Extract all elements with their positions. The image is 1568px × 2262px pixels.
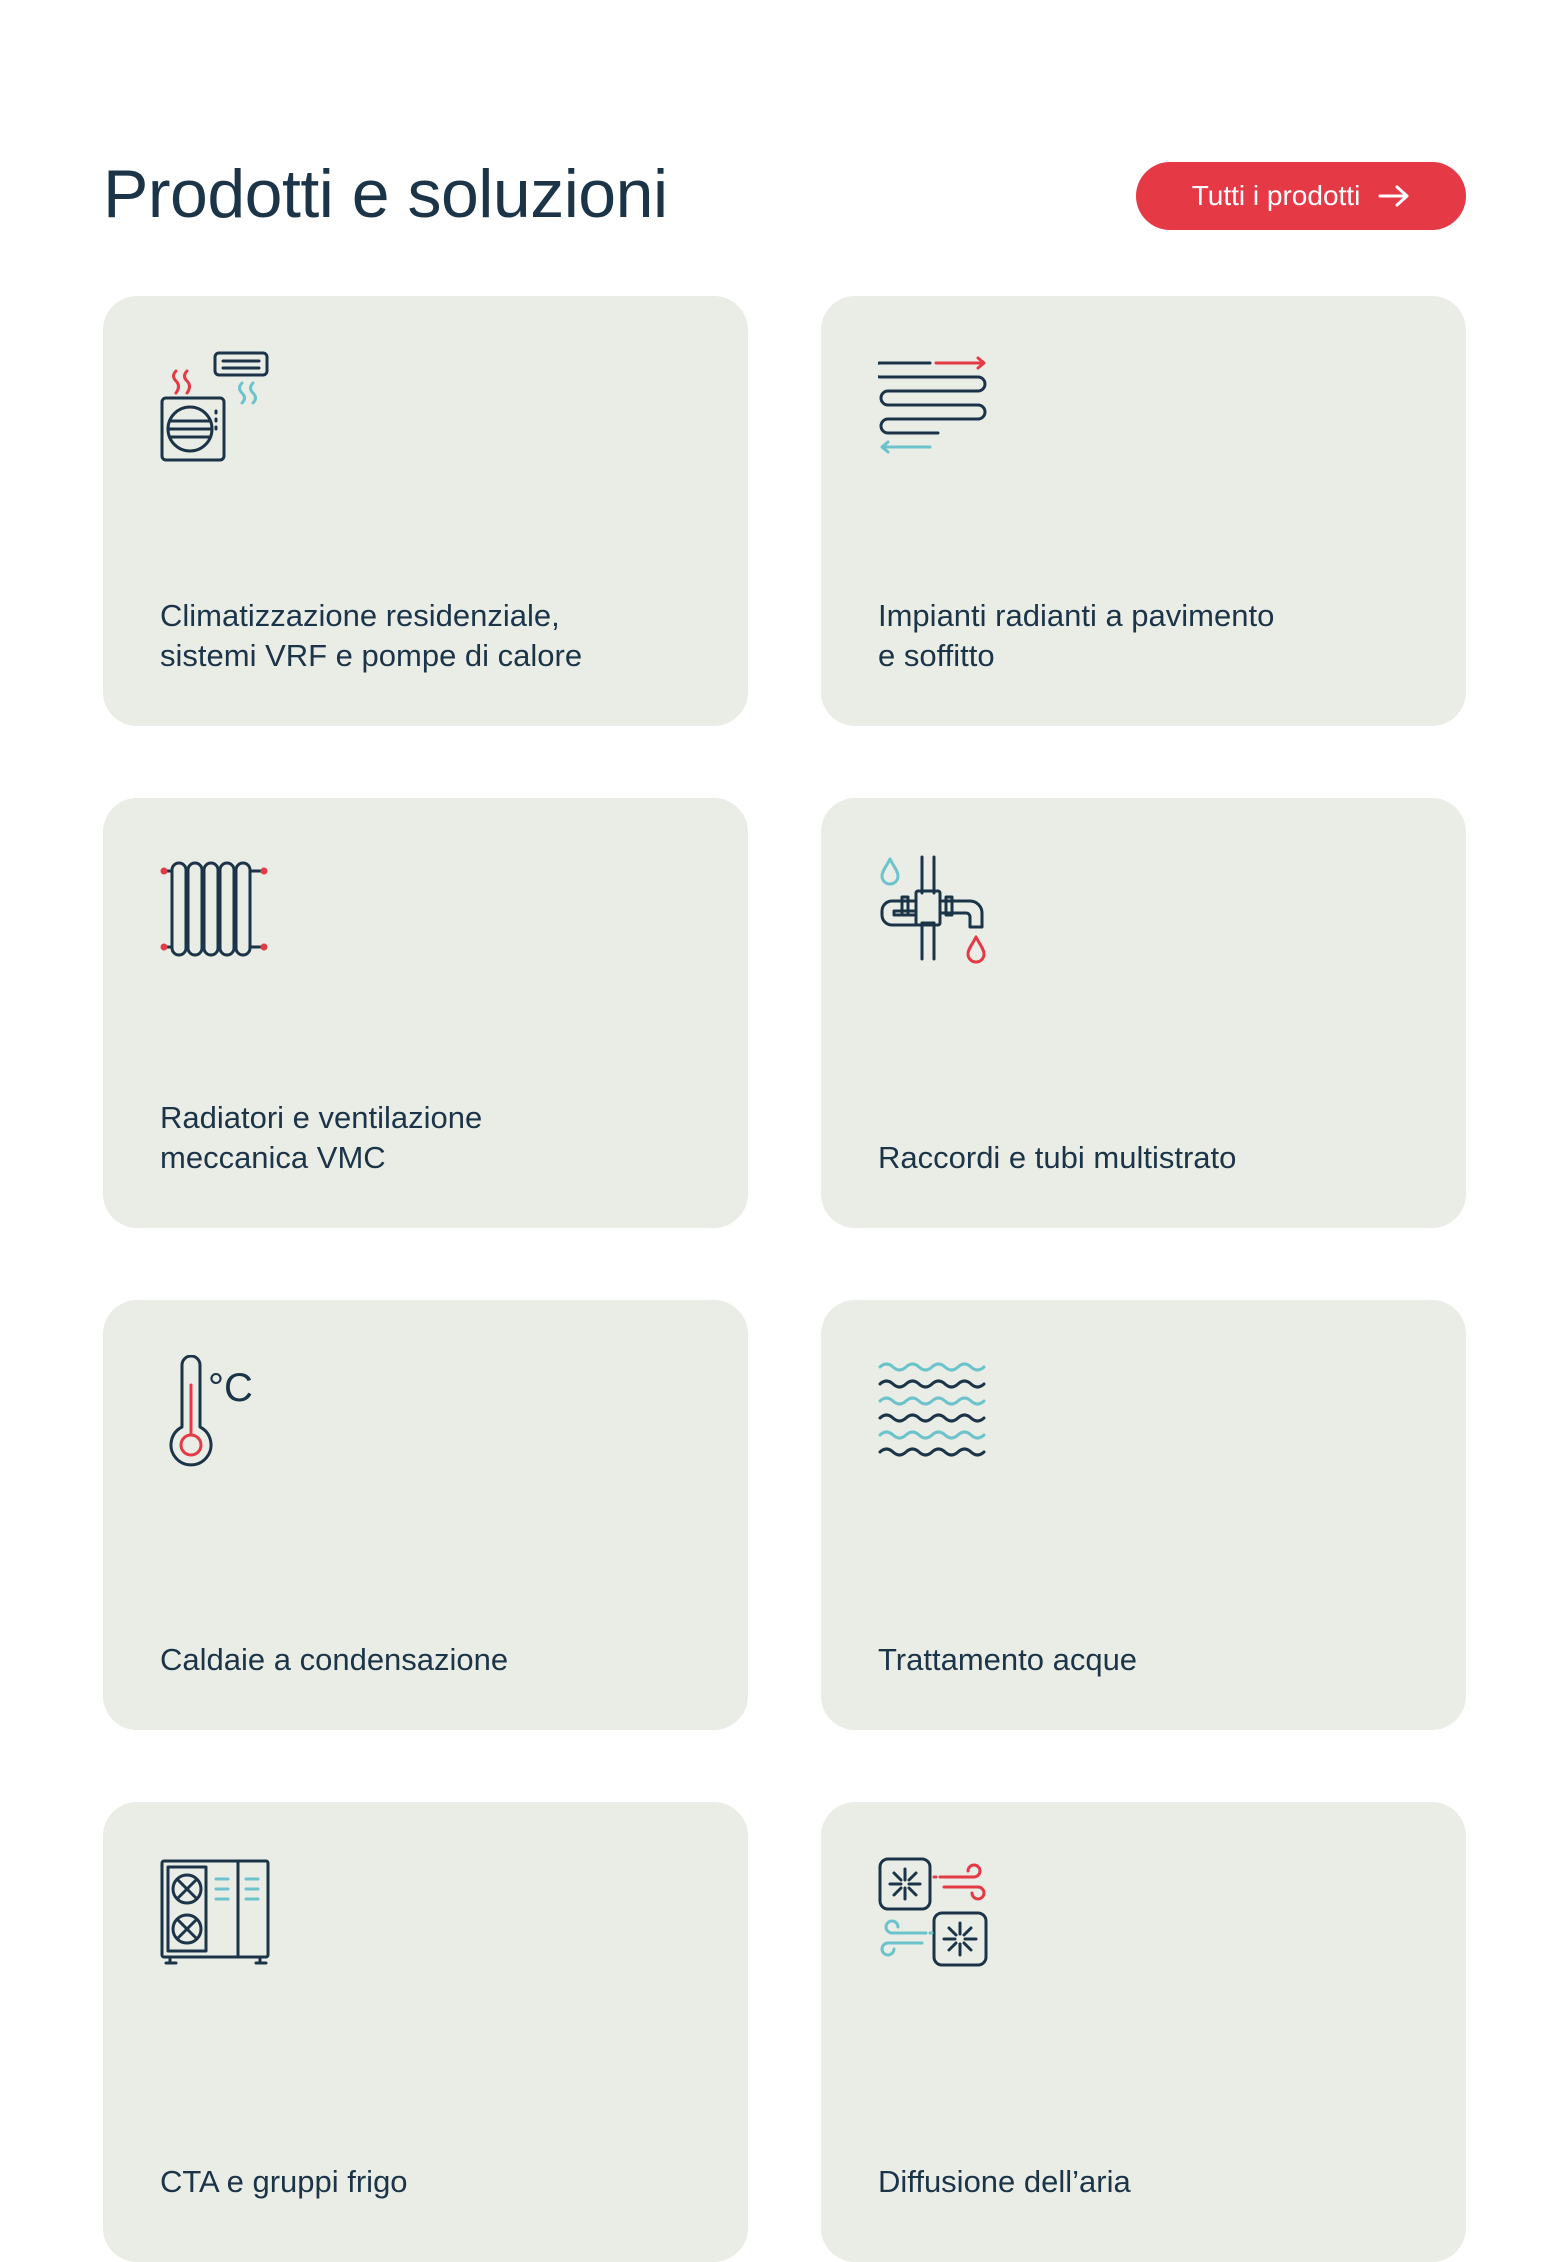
product-card-caldaie[interactable] [103,1300,748,1730]
all-products-button[interactable] [1136,162,1466,230]
arrow-right-icon [1378,185,1410,207]
product-card-diffusione-aria[interactable] [821,1802,1466,2262]
svg-text:°C: °C [208,1366,253,1410]
product-card-impianti-radianti[interactable] [821,296,1466,726]
air-handling-unit-icon [160,1857,272,1969]
product-card-label: Impianti radianti a pavimento e soffitto [878,598,1275,673]
product-card-label: Climatizzazione residenziale, sistemi VRF e pompe di calore [160,598,583,673]
product-card-cta-gruppi-frigo[interactable] [103,1802,748,2262]
product-card-label: Caldaie a condensazione [160,1642,509,1677]
radiant-floor-pipes-icon [878,351,990,463]
page-title: Prodotti e soluzioni [103,156,668,232]
product-card-trattamento-acque[interactable] [821,1300,1466,1730]
product-card-label: Raccordi e tubi multistrato [878,1140,1237,1175]
air-conditioner-heat-pump-icon [160,351,272,463]
product-card-raccordi[interactable] [821,798,1466,1228]
all-products-button-label: Tutti i prodotti [1191,180,1361,211]
air-diffusion-fans-icon [878,1857,990,1969]
product-card-label: Diffusione dell’aria [878,2164,1131,2199]
product-card-label: Trattamento acque [878,1642,1138,1677]
section-header [103,150,1466,238]
pipe-fittings-icon [878,853,990,965]
product-card-label: CTA e gruppi frigo [160,2164,408,2199]
thermometer-celsius-icon [160,1355,272,1467]
product-card-radiatori[interactable] [103,798,748,1228]
product-card-label: Radiatori e ventilazione meccanica VMC [160,1100,483,1175]
product-card-climatizzazione[interactable] [103,296,748,726]
radiator-icon [160,853,272,965]
water-waves-icon [878,1355,990,1467]
